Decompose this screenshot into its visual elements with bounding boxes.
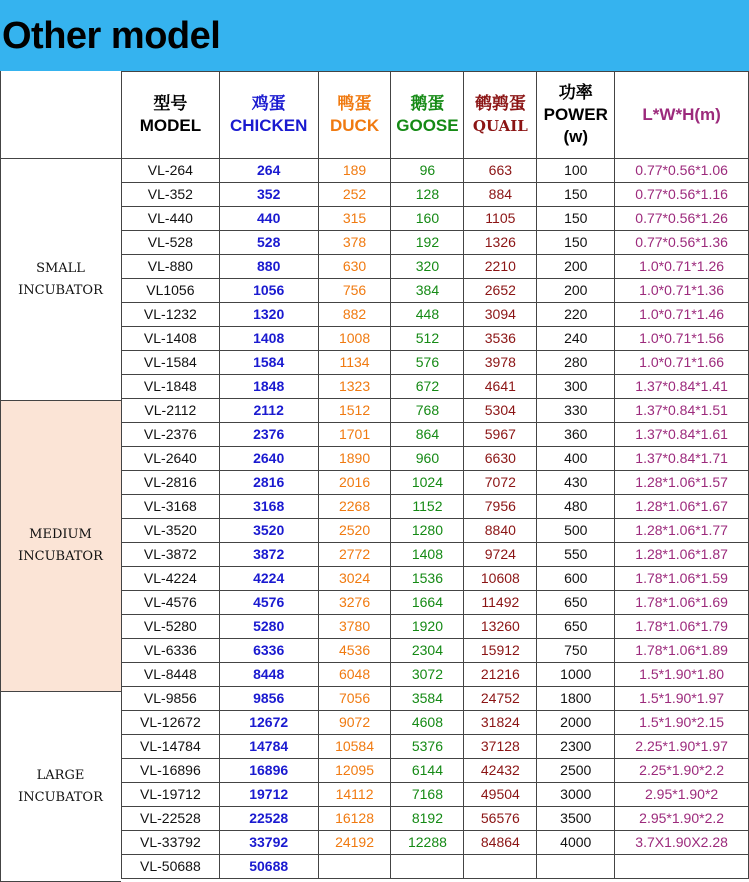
cell-quail: 1326 xyxy=(464,231,537,255)
cell-model: VL-5280 xyxy=(122,615,220,639)
cell-duck: 2520 xyxy=(318,519,391,543)
cell-quail: 3094 xyxy=(464,303,537,327)
cell-size: 0.77*0.56*1.26 xyxy=(615,207,749,231)
cell-size: 1.78*1.06*1.89 xyxy=(615,639,749,663)
cell-chicken: 22528 xyxy=(219,807,318,831)
cell-model: VL-4576 xyxy=(122,591,220,615)
cell-chicken: 6336 xyxy=(219,639,318,663)
table-row xyxy=(122,711,749,735)
cell-chicken: 5280 xyxy=(219,615,318,639)
cell-quail: 884 xyxy=(464,183,537,207)
table-row xyxy=(122,855,749,879)
table-row xyxy=(122,279,749,303)
cell-power: 550 xyxy=(537,543,615,567)
header-size xyxy=(615,72,749,159)
cell-quail: 5967 xyxy=(464,423,537,447)
cell-duck: 10584 xyxy=(318,735,391,759)
cell-chicken: 16896 xyxy=(219,759,318,783)
cell-model: VL-1408 xyxy=(122,327,220,351)
cell-goose: 960 xyxy=(391,447,464,471)
table-row xyxy=(122,375,749,399)
cell-duck: 3276 xyxy=(318,591,391,615)
cell-goose: 128 xyxy=(391,183,464,207)
cell-goose: 448 xyxy=(391,303,464,327)
cell-chicken: 33792 xyxy=(219,831,318,855)
cell-duck: 1701 xyxy=(318,423,391,447)
cell-goose: 192 xyxy=(391,231,464,255)
cell-quail: 31824 xyxy=(464,711,537,735)
cell-power: 2500 xyxy=(537,759,615,783)
category-small xyxy=(0,258,121,302)
cell-quail: 7956 xyxy=(464,495,537,519)
cell-quail: 663 xyxy=(464,159,537,183)
cell-model: VL-3520 xyxy=(122,519,220,543)
cell-goose xyxy=(391,855,464,879)
cell-duck: 1134 xyxy=(318,351,391,375)
cell-chicken: 9856 xyxy=(219,687,318,711)
cell-chicken: 3168 xyxy=(219,495,318,519)
cell-duck: 9072 xyxy=(318,711,391,735)
cell-duck: 1890 xyxy=(318,447,391,471)
category-medium xyxy=(0,524,121,568)
header-model-en: MODEL xyxy=(139,116,202,135)
cell-size: 1.78*1.06*1.59 xyxy=(615,567,749,591)
cell-chicken: 1408 xyxy=(219,327,318,351)
cell-quail: 9724 xyxy=(464,543,537,567)
cell-size: 1.5*1.90*1.80 xyxy=(615,663,749,687)
category-separator xyxy=(0,691,121,692)
cell-size: 0.77*0.56*1.36 xyxy=(615,231,749,255)
cell-chicken: 2376 xyxy=(219,423,318,447)
cell-quail: 21216 xyxy=(464,663,537,687)
cell-size: 0.77*0.56*1.06 xyxy=(615,159,749,183)
table-row xyxy=(122,759,749,783)
cell-chicken: 880 xyxy=(219,255,318,279)
cell-goose: 6144 xyxy=(391,759,464,783)
cell-quail: 10608 xyxy=(464,567,537,591)
cell-power: 500 xyxy=(537,519,615,543)
cell-chicken: 264 xyxy=(219,159,318,183)
cell-model: VL-22528 xyxy=(122,807,220,831)
table-row xyxy=(122,351,749,375)
cell-goose: 1664 xyxy=(391,591,464,615)
cell-power: 3000 xyxy=(537,783,615,807)
cell-chicken: 1320 xyxy=(219,303,318,327)
cell-model: VL-2376 xyxy=(122,423,220,447)
header-duck-cn: 鸭蛋 xyxy=(337,94,372,113)
cell-model: VL-6336 xyxy=(122,639,220,663)
cell-quail: 5304 xyxy=(464,399,537,423)
cell-goose: 96 xyxy=(391,159,464,183)
cell-duck: 315 xyxy=(318,207,391,231)
category-small-line2: INCUBATOR xyxy=(18,283,103,298)
table-row xyxy=(122,255,749,279)
table-row xyxy=(122,615,749,639)
cell-quail: 56576 xyxy=(464,807,537,831)
cell-duck: 4536 xyxy=(318,639,391,663)
cell-goose: 12288 xyxy=(391,831,464,855)
cell-quail: 2210 xyxy=(464,255,537,279)
cell-goose: 1408 xyxy=(391,543,464,567)
cell-chicken: 1584 xyxy=(219,351,318,375)
header-duck xyxy=(318,72,391,159)
cell-goose: 2304 xyxy=(391,639,464,663)
cell-chicken: 19712 xyxy=(219,783,318,807)
cell-goose: 3072 xyxy=(391,663,464,687)
cell-quail: 1105 xyxy=(464,207,537,231)
cell-duck: 7056 xyxy=(318,687,391,711)
cell-duck: 6048 xyxy=(318,663,391,687)
cell-model: VL-352 xyxy=(122,183,220,207)
header-chicken-en: CHICKEN xyxy=(229,116,308,135)
cell-power: 650 xyxy=(537,615,615,639)
cell-power: 2000 xyxy=(537,711,615,735)
table-row xyxy=(122,327,749,351)
cell-size: 1.28*1.06*1.87 xyxy=(615,543,749,567)
category-separator xyxy=(0,158,121,159)
cell-chicken: 3872 xyxy=(219,543,318,567)
table-row xyxy=(122,183,749,207)
cell-goose: 5376 xyxy=(391,735,464,759)
cell-power: 200 xyxy=(537,279,615,303)
category-large xyxy=(0,765,121,809)
cell-chicken: 440 xyxy=(219,207,318,231)
header-chicken-cn: 鸡蛋 xyxy=(251,94,286,113)
cell-quail: 13260 xyxy=(464,615,537,639)
cell-quail: 24752 xyxy=(464,687,537,711)
cell-model: VL-9856 xyxy=(122,687,220,711)
cell-size: 1.0*0.71*1.26 xyxy=(615,255,749,279)
cell-duck: 16128 xyxy=(318,807,391,831)
cell-duck: 1008 xyxy=(318,327,391,351)
cell-goose: 384 xyxy=(391,279,464,303)
cell-model: VL-16896 xyxy=(122,759,220,783)
table-row xyxy=(122,639,749,663)
cell-model: VL-12672 xyxy=(122,711,220,735)
cell-duck: 630 xyxy=(318,255,391,279)
cell-size: 1.0*0.71*1.66 xyxy=(615,351,749,375)
category-small-line1: SMALL xyxy=(36,261,85,276)
header-goose-en: GOOSE xyxy=(396,116,459,135)
cell-quail: 3536 xyxy=(464,327,537,351)
cell-power: 430 xyxy=(537,471,615,495)
header-power-en: POWER xyxy=(543,105,608,124)
cell-duck: 252 xyxy=(318,183,391,207)
header-quail-cn: 鹌鹑蛋 xyxy=(474,94,526,113)
header-goose-cn: 鹅蛋 xyxy=(410,94,445,113)
cell-model: VL-4224 xyxy=(122,567,220,591)
cell-size: 1.78*1.06*1.69 xyxy=(615,591,749,615)
cell-duck: 1323 xyxy=(318,375,391,399)
cell-chicken: 1056 xyxy=(219,279,318,303)
cell-chicken: 14784 xyxy=(219,735,318,759)
cell-power: 100 xyxy=(537,159,615,183)
table-row xyxy=(122,807,749,831)
incubator-spec-table xyxy=(121,71,749,879)
cell-duck: 378 xyxy=(318,231,391,255)
header-model-cn: 型号 xyxy=(153,94,188,113)
table-row xyxy=(122,399,749,423)
cell-goose: 768 xyxy=(391,399,464,423)
cell-goose: 320 xyxy=(391,255,464,279)
cell-power: 150 xyxy=(537,183,615,207)
cell-quail: 8840 xyxy=(464,519,537,543)
cell-power: 480 xyxy=(537,495,615,519)
cell-power: 280 xyxy=(537,351,615,375)
cell-duck: 189 xyxy=(318,159,391,183)
table-row xyxy=(122,567,749,591)
cell-quail: 15912 xyxy=(464,639,537,663)
cell-duck: 12095 xyxy=(318,759,391,783)
cell-model: VL-1232 xyxy=(122,303,220,327)
cell-goose: 3584 xyxy=(391,687,464,711)
cell-size: 1.78*1.06*1.79 xyxy=(615,615,749,639)
cell-size: 1.37*0.84*1.51 xyxy=(615,399,749,423)
cell-model: VL-1584 xyxy=(122,351,220,375)
table-row xyxy=(122,471,749,495)
header-size-label: L*W*H(m) xyxy=(642,105,721,124)
cell-size: 2.25*1.90*1.97 xyxy=(615,735,749,759)
cell-model: VL-19712 xyxy=(122,783,220,807)
table-row xyxy=(122,735,749,759)
cell-power: 360 xyxy=(537,423,615,447)
cell-chicken: 3520 xyxy=(219,519,318,543)
cell-chicken: 50688 xyxy=(219,855,318,879)
page-title: Other model xyxy=(2,15,221,57)
cell-quail: 7072 xyxy=(464,471,537,495)
cell-goose: 1536 xyxy=(391,567,464,591)
cell-power: 4000 xyxy=(537,831,615,855)
cell-chicken: 4576 xyxy=(219,591,318,615)
cell-chicken: 352 xyxy=(219,183,318,207)
cell-goose: 1920 xyxy=(391,615,464,639)
table-row xyxy=(122,591,749,615)
cell-model: VL-50688 xyxy=(122,855,220,879)
cell-model: VL-2640 xyxy=(122,447,220,471)
cell-goose: 672 xyxy=(391,375,464,399)
table-row xyxy=(122,207,749,231)
cell-goose: 4608 xyxy=(391,711,464,735)
cell-power: 750 xyxy=(537,639,615,663)
cell-size: 1.0*0.71*1.36 xyxy=(615,279,749,303)
cell-power: 2300 xyxy=(537,735,615,759)
left-border xyxy=(0,71,1,882)
cell-size: 2.95*1.90*2.2 xyxy=(615,807,749,831)
cell-duck: 24192 xyxy=(318,831,391,855)
table-row xyxy=(122,159,749,183)
cell-power: 330 xyxy=(537,399,615,423)
cell-model: VL-1848 xyxy=(122,375,220,399)
cell-goose: 512 xyxy=(391,327,464,351)
cell-goose: 864 xyxy=(391,423,464,447)
category-medium-line2: INCUBATOR xyxy=(18,549,103,564)
cell-duck: 2268 xyxy=(318,495,391,519)
cell-power: 3500 xyxy=(537,807,615,831)
cell-size: 2.95*1.90*2 xyxy=(615,783,749,807)
cell-duck: 756 xyxy=(318,279,391,303)
cell-size: 1.5*1.90*1.97 xyxy=(615,687,749,711)
cell-size: 1.28*1.06*1.77 xyxy=(615,519,749,543)
cell-power: 200 xyxy=(537,255,615,279)
table-row xyxy=(122,519,749,543)
cell-goose: 7168 xyxy=(391,783,464,807)
table-row xyxy=(122,423,749,447)
header-quail-en: QUAIL xyxy=(472,117,528,135)
table-row xyxy=(122,687,749,711)
cell-power: 220 xyxy=(537,303,615,327)
header-chicken xyxy=(219,72,318,159)
cell-power xyxy=(537,855,615,879)
cell-quail: 42432 xyxy=(464,759,537,783)
cell-size: 1.37*0.84*1.41 xyxy=(615,375,749,399)
header-model xyxy=(122,72,220,159)
cell-quail: 37128 xyxy=(464,735,537,759)
table-row xyxy=(122,303,749,327)
cell-goose: 8192 xyxy=(391,807,464,831)
header-power-unit: (w) xyxy=(563,127,589,146)
table-row xyxy=(122,231,749,255)
cell-model: VL1056 xyxy=(122,279,220,303)
cell-duck: 2772 xyxy=(318,543,391,567)
cell-size: 1.0*0.71*1.46 xyxy=(615,303,749,327)
cell-chicken: 4224 xyxy=(219,567,318,591)
cell-quail xyxy=(464,855,537,879)
cell-size: 1.0*0.71*1.56 xyxy=(615,327,749,351)
cell-chicken: 2640 xyxy=(219,447,318,471)
cell-chicken: 528 xyxy=(219,231,318,255)
cell-duck: 882 xyxy=(318,303,391,327)
cell-chicken: 8448 xyxy=(219,663,318,687)
cell-model: VL-264 xyxy=(122,159,220,183)
cell-power: 1800 xyxy=(537,687,615,711)
cell-model: VL-8448 xyxy=(122,663,220,687)
cell-goose: 1280 xyxy=(391,519,464,543)
cell-duck: 2016 xyxy=(318,471,391,495)
table-row xyxy=(122,543,749,567)
table-row xyxy=(122,447,749,471)
category-separator xyxy=(0,400,121,401)
cell-size: 1.37*0.84*1.61 xyxy=(615,423,749,447)
cell-duck: 3024 xyxy=(318,567,391,591)
table-row xyxy=(122,495,749,519)
header-quail xyxy=(464,72,537,159)
cell-quail: 6630 xyxy=(464,447,537,471)
table-row xyxy=(122,663,749,687)
cell-model: VL-440 xyxy=(122,207,220,231)
cell-chicken: 1848 xyxy=(219,375,318,399)
cell-quail: 2652 xyxy=(464,279,537,303)
cell-model: VL-2112 xyxy=(122,399,220,423)
cell-power: 650 xyxy=(537,591,615,615)
category-medium-line1: MEDIUM xyxy=(29,527,92,542)
cell-size: 1.37*0.84*1.71 xyxy=(615,447,749,471)
cell-model: VL-880 xyxy=(122,255,220,279)
cell-quail: 84864 xyxy=(464,831,537,855)
cell-duck: 1512 xyxy=(318,399,391,423)
cell-power: 600 xyxy=(537,567,615,591)
cell-quail: 11492 xyxy=(464,591,537,615)
category-large-line1: LARGE xyxy=(36,768,85,783)
cell-size: 1.5*1.90*2.15 xyxy=(615,711,749,735)
cell-quail: 3978 xyxy=(464,351,537,375)
header-goose xyxy=(391,72,464,159)
cell-size: 3.7X1.90X2.28 xyxy=(615,831,749,855)
cell-duck: 14112 xyxy=(318,783,391,807)
cell-chicken: 2816 xyxy=(219,471,318,495)
cell-goose: 1024 xyxy=(391,471,464,495)
cell-duck: 3780 xyxy=(318,615,391,639)
cell-size: 1.28*1.06*1.67 xyxy=(615,495,749,519)
cell-model: VL-528 xyxy=(122,231,220,255)
title-banner xyxy=(0,0,749,71)
cell-quail: 49504 xyxy=(464,783,537,807)
table-row xyxy=(122,831,749,855)
cell-size: 1.28*1.06*1.57 xyxy=(615,471,749,495)
table-row xyxy=(122,783,749,807)
cell-size: 2.25*1.90*2.2 xyxy=(615,759,749,783)
header-duck-en: DUCK xyxy=(329,116,380,135)
cell-chicken: 2112 xyxy=(219,399,318,423)
cell-size xyxy=(615,855,749,879)
cell-quail: 4641 xyxy=(464,375,537,399)
cell-model: VL-2816 xyxy=(122,471,220,495)
cell-model: VL-14784 xyxy=(122,735,220,759)
header-row xyxy=(122,72,749,159)
cell-chicken: 12672 xyxy=(219,711,318,735)
cell-duck xyxy=(318,855,391,879)
cell-goose: 160 xyxy=(391,207,464,231)
cell-power: 400 xyxy=(537,447,615,471)
cell-goose: 1152 xyxy=(391,495,464,519)
cell-power: 150 xyxy=(537,231,615,255)
category-large-line2: INCUBATOR xyxy=(18,790,103,805)
cell-model: VL-3872 xyxy=(122,543,220,567)
cell-model: VL-33792 xyxy=(122,831,220,855)
header-power xyxy=(537,72,615,159)
cell-size: 0.77*0.56*1.16 xyxy=(615,183,749,207)
cell-power: 300 xyxy=(537,375,615,399)
header-power-cn: 功率 xyxy=(558,83,593,102)
cell-power: 1000 xyxy=(537,663,615,687)
cell-power: 240 xyxy=(537,327,615,351)
cell-goose: 576 xyxy=(391,351,464,375)
cell-power: 150 xyxy=(537,207,615,231)
cell-model: VL-3168 xyxy=(122,495,220,519)
